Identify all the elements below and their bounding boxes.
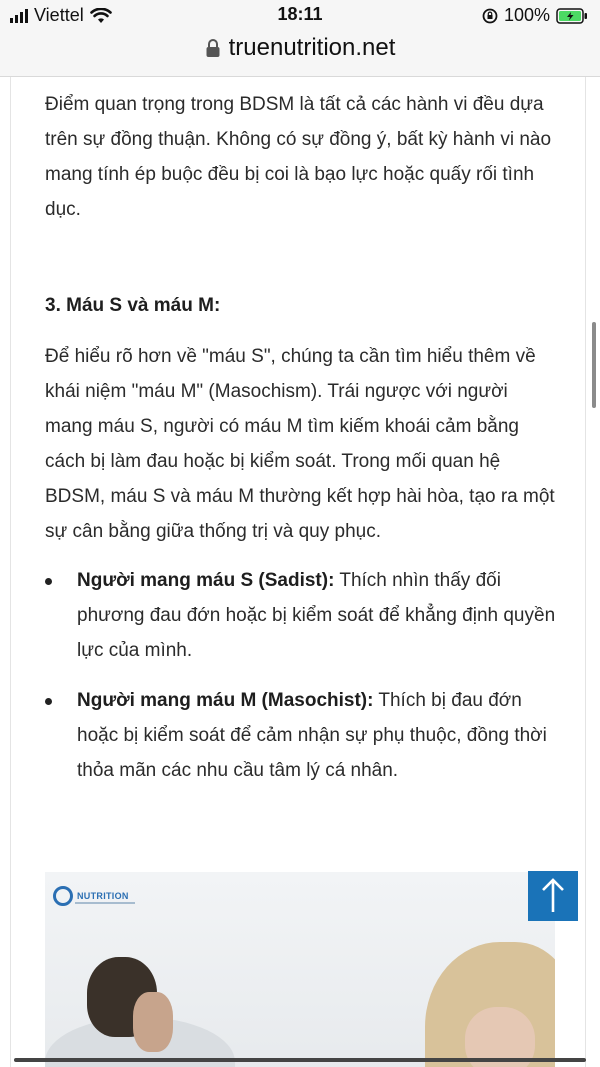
bullet-term: Người mang máu M (Masochist): <box>77 690 374 711</box>
browser-address-bar[interactable] <box>0 30 600 77</box>
brand-logo-icon <box>53 886 73 906</box>
bullet-text: Thích bị đau đớn hoặc bị kiểm soát để cảm nhận sự phụ thuộc, đồng thời thỏa mãn các nhu cầu tâm lý cá nhân. <box>77 690 547 781</box>
brand-tagline-line <box>75 902 135 904</box>
intro-block <box>45 87 555 227</box>
bullet-dot <box>45 578 52 585</box>
orientation-lock-icon <box>482 8 498 24</box>
section-heading: 3. Máu S và máu M: <box>45 295 221 316</box>
bullet-text: Thích nhìn thấy đối phương đau đớn hoặc bị kiểm soát để khẳng định quyền lực của mình. <box>77 570 556 661</box>
brand-text: NUTRITION <box>77 891 129 901</box>
bullet-term: Người mang máu S (Sadist): <box>77 570 335 591</box>
home-indicator[interactable] <box>14 1058 586 1062</box>
intro-paragraph: Điểm quan trọng trong BDSM là tất cả các hành vi đều dựa trên sự đồng thuận. Không có sự đồng ý, bất kỳ hành vi nào mang tính ép buộc đều bị coi là bạo lực hoặc quấy rối tình dục. <box>45 94 552 220</box>
url-text: truenutrition.net <box>228 34 396 61</box>
list-item <box>19 563 561 668</box>
status-right <box>482 5 588 26</box>
url-display[interactable] <box>0 34 600 62</box>
section-paragraph: Để hiểu rõ hơn về "máu S", chúng ta cần tìm hiểu thêm về khái niệm "máu M" (Masochism). Trái ngược với người mang máu S, người có máu M tìm kiếm khoái cảm bằng cách bị làm đau hoặc bị kiểm soát. Trong mối quan hệ BDSM, máu S và máu M thường kết hợp hài hòa, tạo ra một sự cân bằng giữa thống trị và quy phục. <box>45 346 555 542</box>
battery-percent: 100% <box>503 5 550 25</box>
lock-icon <box>205 38 221 58</box>
section-body-block <box>45 339 555 549</box>
carrier-name: Viettel <box>34 5 84 25</box>
status-time: 18:11 <box>277 4 323 24</box>
page-scrollbar[interactable] <box>592 322 596 408</box>
bullet-dot <box>45 698 52 705</box>
list-item <box>19 683 561 788</box>
status-bar <box>0 0 600 30</box>
battery-icon <box>556 8 588 24</box>
bullet-list <box>19 563 561 788</box>
arrow-up-icon <box>540 878 566 914</box>
scroll-to-top-button[interactable] <box>528 871 578 921</box>
article-image <box>45 872 555 1067</box>
article-body <box>10 77 586 1067</box>
section-heading-block <box>45 295 555 317</box>
image-person-man-face <box>133 992 173 1052</box>
